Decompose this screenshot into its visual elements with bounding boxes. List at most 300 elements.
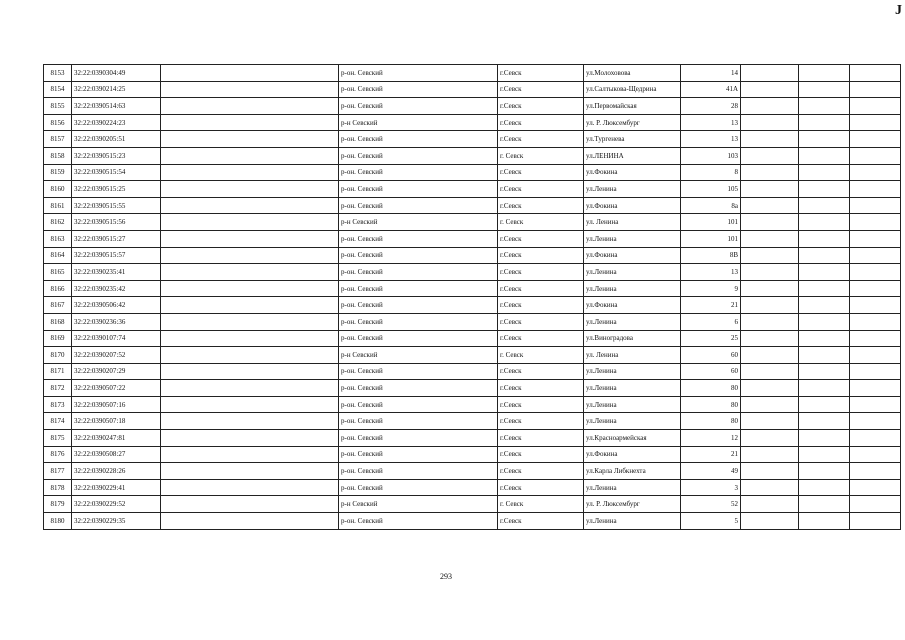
cadastral-number-cell: 32:22:0390515:57 [72,247,161,264]
district-cell: р-он. Севский [339,446,498,463]
table-row [44,131,901,148]
row-number-cell: 8167 [44,297,72,314]
cadastral-number-cell: 32:22:0390507:22 [72,380,161,397]
table-row [44,396,901,413]
blank-col-cell [161,446,339,463]
cadastral-number-cell: 32:22:0390107:74 [72,330,161,347]
table-row [44,297,901,314]
extra-col-3-cell [850,98,901,115]
house-number-cell: 8а [681,197,741,214]
extra-col-3-cell [850,181,901,198]
street-cell: ул.Ленина [584,413,681,430]
blank-col-cell [161,214,339,231]
district-cell: р-он. Севский [339,330,498,347]
district-cell: р-он. Севский [339,463,498,480]
cadastral-number-cell: 32:22:0390506:42 [72,297,161,314]
extra-col-3-cell [850,380,901,397]
street-cell: ул. Р. Люксембург [584,114,681,131]
extra-col-2-cell [799,230,850,247]
cadastral-number-cell: 32:22:0390214:25 [72,81,161,98]
extra-col-3-cell [850,446,901,463]
blank-col-cell [161,330,339,347]
district-cell: р-н Севский [339,114,498,131]
row-number-cell: 8172 [44,380,72,397]
extra-col-2-cell [799,380,850,397]
house-number-cell: 5 [681,513,741,530]
city-cell: г.Севск [498,247,584,264]
extra-col-3-cell [850,164,901,181]
city-cell: г.Севск [498,297,584,314]
table-row [44,413,901,430]
house-number-cell: 21 [681,446,741,463]
house-number-cell: 52 [681,496,741,513]
city-cell: г. Севск [498,147,584,164]
extra-col-1-cell [741,181,799,198]
street-cell: ул.Молоховова [584,65,681,82]
extra-col-1-cell [741,230,799,247]
row-number-cell: 8153 [44,65,72,82]
district-cell: р-н Севский [339,214,498,231]
house-number-cell: 80 [681,413,741,430]
blank-col-cell [161,363,339,380]
extra-col-1-cell [741,131,799,148]
district-cell: р-он. Севский [339,98,498,115]
extra-col-2-cell [799,98,850,115]
blank-col-cell [161,496,339,513]
blank-col-cell [161,513,339,530]
extra-col-3-cell [850,81,901,98]
cadastral-number-cell: 32:22:0390247:81 [72,430,161,447]
blank-col-cell [161,264,339,281]
row-number-cell: 8177 [44,463,72,480]
district-cell: р-он. Севский [339,65,498,82]
district-cell: р-он. Севский [339,181,498,198]
extra-col-1-cell [741,363,799,380]
registry-table [43,64,901,530]
blank-col-cell [161,430,339,447]
table-row [44,330,901,347]
extra-col-3-cell [850,131,901,148]
house-number-cell: 25 [681,330,741,347]
district-cell: р-он. Севский [339,264,498,281]
cadastral-number-cell: 32:22:0390207:52 [72,347,161,364]
city-cell: г.Севск [498,164,584,181]
street-cell: ул.Виноградова [584,330,681,347]
cadastral-number-cell: 32:22:0390508:27 [72,446,161,463]
cadastral-number-cell: 32:22:0390515:25 [72,181,161,198]
extra-col-1-cell [741,147,799,164]
street-cell: ул.Ленина [584,363,681,380]
extra-col-1-cell [741,463,799,480]
table-row [44,197,901,214]
street-cell: ул.Ленина [584,396,681,413]
row-number-cell: 8159 [44,164,72,181]
blank-col-cell [161,98,339,115]
blank-col-cell [161,313,339,330]
street-cell: ул.Ленина [584,479,681,496]
table-row [44,247,901,264]
street-cell: ул.Ленина [584,313,681,330]
blank-col-cell [161,164,339,181]
extra-col-3-cell [850,363,901,380]
house-number-cell: 3 [681,479,741,496]
city-cell: г.Севск [498,181,584,198]
house-number-cell: 8В [681,247,741,264]
extra-col-1-cell [741,347,799,364]
city-cell: г.Севск [498,479,584,496]
cadastral-number-cell: 32:22:0390235:41 [72,264,161,281]
street-cell: ул.Фокина [584,247,681,264]
district-cell: р-он. Севский [339,513,498,530]
district-cell: р-он. Севский [339,396,498,413]
street-cell: ул.Фокина [584,297,681,314]
extra-col-1-cell [741,446,799,463]
row-number-cell: 8179 [44,496,72,513]
house-number-cell: 80 [681,396,741,413]
street-cell: ул.Фокина [584,197,681,214]
city-cell: г. Севск [498,496,584,513]
blank-col-cell [161,114,339,131]
extra-col-2-cell [799,181,850,198]
blank-col-cell [161,463,339,480]
row-number-cell: 8173 [44,396,72,413]
blank-col-cell [161,247,339,264]
city-cell: г.Севск [498,330,584,347]
extra-col-1-cell [741,164,799,181]
extra-col-2-cell [799,313,850,330]
street-cell: ул.Карла Либкнехта [584,463,681,480]
city-cell: г.Севск [498,446,584,463]
district-cell: р-он. Севский [339,413,498,430]
house-number-cell: 105 [681,181,741,198]
city-cell: г.Севск [498,280,584,297]
extra-col-3-cell [850,297,901,314]
house-number-cell: 49 [681,463,741,480]
table-row [44,214,901,231]
extra-col-1-cell [741,380,799,397]
row-number-cell: 8169 [44,330,72,347]
extra-col-2-cell [799,197,850,214]
city-cell: г.Севск [498,396,584,413]
blank-col-cell [161,230,339,247]
extra-col-3-cell [850,513,901,530]
extra-col-2-cell [799,164,850,181]
extra-col-1-cell [741,297,799,314]
extra-col-2-cell [799,114,850,131]
district-cell: р-он. Севский [339,147,498,164]
extra-col-1-cell [741,396,799,413]
row-number-cell: 8176 [44,446,72,463]
table-row [44,513,901,530]
table-row [44,81,901,98]
row-number-cell: 8174 [44,413,72,430]
extra-col-2-cell [799,513,850,530]
house-number-cell: 8 [681,164,741,181]
street-cell: ул.Ленина [584,264,681,281]
street-cell: ул.Ленина [584,380,681,397]
house-number-cell: 13 [681,131,741,148]
row-number-cell: 8166 [44,280,72,297]
house-number-cell: 21 [681,297,741,314]
cadastral-number-cell: 32:22:0390515:55 [72,197,161,214]
house-number-cell: 41А [681,81,741,98]
cadastral-number-cell: 32:22:0390207:29 [72,363,161,380]
extra-col-3-cell [850,214,901,231]
extra-col-1-cell [741,479,799,496]
table-row [44,380,901,397]
row-number-cell: 8154 [44,81,72,98]
extra-col-3-cell [850,463,901,480]
row-number-cell: 8165 [44,264,72,281]
row-number-cell: 8171 [44,363,72,380]
city-cell: г.Севск [498,264,584,281]
extra-col-1-cell [741,81,799,98]
page-number: 293 [440,572,452,581]
street-cell: ул. Ленина [584,214,681,231]
street-cell: ул. Ленина [584,347,681,364]
house-number-cell: 13 [681,264,741,281]
extra-col-1-cell [741,197,799,214]
row-number-cell: 8163 [44,230,72,247]
city-cell: г.Севск [498,513,584,530]
extra-col-2-cell [799,65,850,82]
cadastral-number-cell: 32:22:0390515:56 [72,214,161,231]
extra-col-2-cell [799,131,850,148]
street-cell: ул.Фокина [584,164,681,181]
extra-col-3-cell [850,313,901,330]
cadastral-number-cell: 32:22:0390235:42 [72,280,161,297]
street-cell: ул.Ленина [584,280,681,297]
extra-col-2-cell [799,496,850,513]
extra-col-1-cell [741,280,799,297]
house-number-cell: 60 [681,347,741,364]
extra-col-1-cell [741,114,799,131]
cadastral-number-cell: 32:22:0390514:63 [72,98,161,115]
extra-col-3-cell [850,347,901,364]
extra-col-2-cell [799,413,850,430]
district-cell: р-он. Севский [339,131,498,148]
row-number-cell: 8157 [44,131,72,148]
house-number-cell: 9 [681,280,741,297]
blank-col-cell [161,347,339,364]
city-cell: г.Севск [498,114,584,131]
city-cell: г.Севск [498,463,584,480]
blank-col-cell [161,131,339,148]
blank-col-cell [161,413,339,430]
table-row [44,313,901,330]
table-row [44,479,901,496]
extra-col-1-cell [741,313,799,330]
house-number-cell: 60 [681,363,741,380]
extra-col-3-cell [850,430,901,447]
corner-mark: J [895,3,902,18]
blank-col-cell [161,479,339,496]
city-cell: г.Севск [498,413,584,430]
house-number-cell: 103 [681,147,741,164]
cadastral-number-cell: 32:22:0390205:51 [72,131,161,148]
table-row [44,164,901,181]
district-cell: р-он. Севский [339,430,498,447]
city-cell: г. Севск [498,347,584,364]
cadastral-number-cell: 32:22:0390229:35 [72,513,161,530]
extra-col-1-cell [741,65,799,82]
table-row [44,496,901,513]
district-cell: р-он. Севский [339,230,498,247]
extra-col-2-cell [799,297,850,314]
city-cell: г.Севск [498,230,584,247]
district-cell: р-он. Севский [339,81,498,98]
extra-col-3-cell [850,247,901,264]
row-number-cell: 8161 [44,197,72,214]
table-row [44,230,901,247]
district-cell: р-н Севский [339,496,498,513]
row-number-cell: 8156 [44,114,72,131]
table-row [44,98,901,115]
extra-col-1-cell [741,430,799,447]
street-cell: ул.Ленина [584,513,681,530]
extra-col-2-cell [799,396,850,413]
blank-col-cell [161,197,339,214]
extra-col-3-cell [850,396,901,413]
cadastral-number-cell: 32:22:0390507:16 [72,396,161,413]
row-number-cell: 8164 [44,247,72,264]
registry-body [44,65,901,530]
table-row [44,147,901,164]
city-cell: г.Севск [498,430,584,447]
extra-col-2-cell [799,330,850,347]
extra-col-3-cell [850,197,901,214]
table-row [44,446,901,463]
row-number-cell: 8170 [44,347,72,364]
blank-col-cell [161,396,339,413]
blank-col-cell [161,297,339,314]
extra-col-1-cell [741,413,799,430]
house-number-cell: 14 [681,65,741,82]
house-number-cell: 13 [681,114,741,131]
extra-col-1-cell [741,214,799,231]
district-cell: р-он. Севский [339,313,498,330]
city-cell: г.Севск [498,313,584,330]
blank-col-cell [161,280,339,297]
district-cell: р-он. Севский [339,280,498,297]
city-cell: г.Севск [498,380,584,397]
extra-col-1-cell [741,264,799,281]
blank-col-cell [161,81,339,98]
extra-col-3-cell [850,280,901,297]
extra-col-3-cell [850,65,901,82]
row-number-cell: 8168 [44,313,72,330]
cadastral-number-cell: 32:22:0390236:36 [72,313,161,330]
cadastral-number-cell: 32:22:0390507:18 [72,413,161,430]
extra-col-2-cell [799,363,850,380]
street-cell: ул.Первомайская [584,98,681,115]
extra-col-3-cell [850,330,901,347]
city-cell: г.Севск [498,197,584,214]
cadastral-number-cell: 32:22:0390515:23 [72,147,161,164]
city-cell: г.Севск [498,65,584,82]
street-cell: ул.Ленина [584,230,681,247]
extra-col-2-cell [799,479,850,496]
street-cell: ул.Тургенева [584,131,681,148]
cadastral-number-cell: 32:22:0390228:26 [72,463,161,480]
table-row [44,347,901,364]
blank-col-cell [161,147,339,164]
row-number-cell: 8178 [44,479,72,496]
district-cell: р-он. Севский [339,297,498,314]
cadastral-number-cell: 32:22:0390304:49 [72,65,161,82]
row-number-cell: 8175 [44,430,72,447]
extra-col-3-cell [850,147,901,164]
extra-col-3-cell [850,264,901,281]
house-number-cell: 101 [681,230,741,247]
house-number-cell: 12 [681,430,741,447]
extra-col-1-cell [741,513,799,530]
blank-col-cell [161,181,339,198]
house-number-cell: 6 [681,313,741,330]
table-row [44,280,901,297]
district-cell: р-он. Севский [339,164,498,181]
district-cell: р-он. Севский [339,197,498,214]
extra-col-3-cell [850,114,901,131]
extra-col-1-cell [741,496,799,513]
street-cell: ул. Р. Люксембург [584,496,681,513]
extra-col-3-cell [850,413,901,430]
table-row [44,65,901,82]
city-cell: г.Севск [498,98,584,115]
blank-col-cell [161,380,339,397]
table-row [44,363,901,380]
row-number-cell: 8155 [44,98,72,115]
extra-col-2-cell [799,147,850,164]
house-number-cell: 28 [681,98,741,115]
house-number-cell: 101 [681,214,741,231]
city-cell: г. Севск [498,214,584,231]
street-cell: ул.Салтыкова-Щедрина [584,81,681,98]
extra-col-1-cell [741,330,799,347]
table-row [44,114,901,131]
table-row [44,264,901,281]
extra-col-2-cell [799,280,850,297]
city-cell: г.Севск [498,81,584,98]
table-row [44,463,901,480]
table-row [44,181,901,198]
extra-col-2-cell [799,430,850,447]
extra-col-2-cell [799,347,850,364]
street-cell: ул.Красноармейская [584,430,681,447]
cadastral-number-cell: 32:22:0390229:41 [72,479,161,496]
street-cell: ул.Фокина [584,446,681,463]
extra-col-2-cell [799,81,850,98]
cadastral-number-cell: 32:22:0390515:27 [72,230,161,247]
extra-col-1-cell [741,247,799,264]
extra-col-3-cell [850,496,901,513]
cadastral-number-cell: 32:22:0390515:54 [72,164,161,181]
row-number-cell: 8180 [44,513,72,530]
extra-col-2-cell [799,214,850,231]
row-number-cell: 8160 [44,181,72,198]
city-cell: г.Севск [498,363,584,380]
row-number-cell: 8158 [44,147,72,164]
district-cell: р-он. Севский [339,247,498,264]
district-cell: р-он. Севский [339,363,498,380]
district-cell: р-он. Севский [339,479,498,496]
house-number-cell: 80 [681,380,741,397]
extra-col-3-cell [850,479,901,496]
table-row [44,430,901,447]
district-cell: р-н Севский [339,347,498,364]
extra-col-2-cell [799,446,850,463]
extra-col-2-cell [799,463,850,480]
